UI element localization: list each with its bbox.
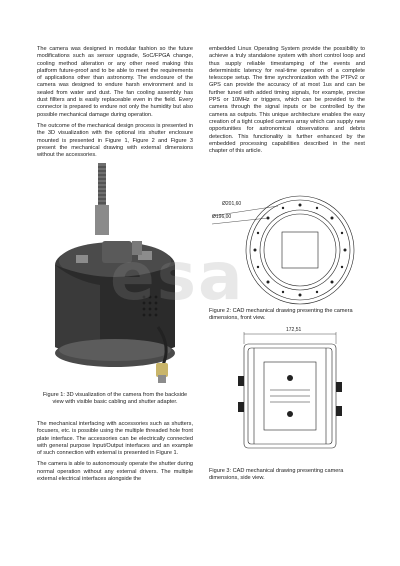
- right-column-top: [209, 46, 365, 159]
- left-column-top: [37, 46, 193, 163]
- dimension-inner-diameter: Ø196,00: [212, 214, 232, 220]
- dimension-width: 172,51: [286, 327, 302, 333]
- side-view-cad-svg: [208, 322, 368, 460]
- paragraph-autonomous-shutter: The camera is able to autonomously operate the shutter during normal operation without any external drivers. The multiple external electrical interfaces alongside the: [37, 461, 193, 483]
- dimension-outer-diameter: Ø201,60: [222, 201, 242, 207]
- paragraph-embedded-linux: embedded Linux Operating System provide the possibility to achieve a truly standalone system with short control loop and thus supply reliable timestamping of the events and deterministic latency for real-time operation of a complete telescope setup. The time synchronization with the PTPv2 or GPS can provide the accuracy of at most 1us and can be further tuned with added timing signals, for example, precise PPS or 10MHz or triggers, which can be provided to the camera through the signal inputs or be controlled by the camera as outputs. This unique architecture enables the easy creation of a tight coupled camera array which can supply new opportunities for astronomical observations and debris detection. This functionality is further enhanced by the embedded processing capabilities described in the next chapter of this article.: [209, 46, 365, 155]
- figure-1-caption: Figure 1: 3D visualization of the camera from the backside view with visible basic cabling and shutter adapter.: [42, 392, 188, 406]
- paragraph-mechanical-outcome: The outcome of the mechanical design process is presented in the 3D visualization with the optional iris shutter enclosure mounted is presented in Figure 1, Figure 2 and Figure 3 present the mechanical drawing with external dimensions without the accessories.: [37, 122, 193, 159]
- left-column-bottom: [37, 421, 193, 487]
- paragraph-modular-design: The camera was designed in modular fashion so the future modifications such as sensor upgrade, SoC/FPGA change, cooling method alteration or any other need making this platform future-proof and to be able to meet the requirements of applications other than astronomy. The enclosure of the camera was designed to endure harsh environment and is sealed from water and dust. The fan cooling assembly has dust fillters and is easily replaceable even in the field. Every connector is prepared to endure not only the humidity but also possible mechanical damage during operation.: [37, 46, 193, 118]
- figure-3-caption: Figure 3: CAD mechanical drawing presenting camera dimensions, side view.: [209, 468, 344, 482]
- paragraph-mechanical-interfacing: The mechanical interfacing with accessories such as shutters, focusers, etc. is possible using the multiple threaded hole front plate interface. The accessories can be electrically connected with general purpose Input/Output interfaces and an example of such connection with external is presented in Figure 1.: [37, 421, 193, 457]
- esa-watermark: esa: [110, 238, 245, 315]
- figure-2-caption: Figure 2: CAD mechanical drawing presenting the camera dimensions, front view.: [209, 308, 353, 322]
- figure-3-side-view-drawing: [208, 322, 368, 460]
